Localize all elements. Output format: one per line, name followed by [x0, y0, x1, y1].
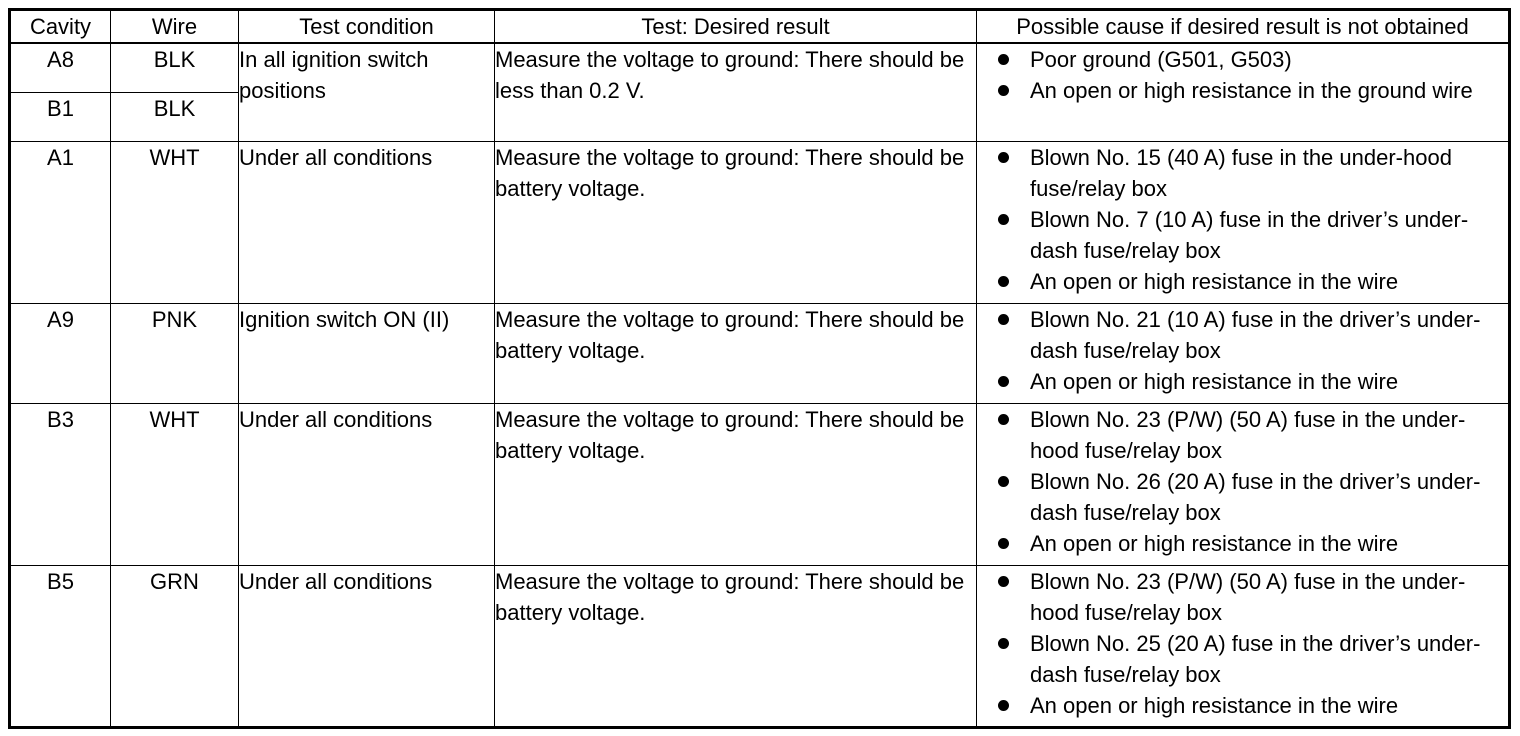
header-possible-cause: Possible cause if desired result is not obtained: [977, 10, 1510, 44]
header-test-condition: Test condition: [239, 10, 495, 44]
cause-item: An open or high resistance in the wire: [977, 366, 1508, 397]
possible-cause-cell: [977, 565, 1510, 727]
wire-cell: BLK: [111, 43, 239, 92]
test-condition-cell: Under all conditions: [239, 141, 495, 303]
desired-result-cell: Measure the voltage to ground: There should be battery voltage.: [495, 303, 977, 403]
desired-result-cell: Measure the voltage to ground: There should be less than 0.2 V.: [495, 43, 977, 141]
cause-item: Blown No. 26 (20 A) fuse in the driver’s under-dash fuse/relay box: [977, 466, 1508, 528]
cause-item: An open or high resistance in the wire: [977, 528, 1508, 559]
cavity-cell: A1: [10, 141, 111, 303]
cause-item: Blown No. 7 (10 A) fuse in the driver’s under-dash fuse/relay box: [977, 204, 1508, 266]
test-condition-cell: Ignition switch ON (II): [239, 303, 495, 403]
cause-list: [977, 404, 1508, 559]
cause-item: Poor ground (G501, G503): [977, 44, 1508, 75]
desired-result-cell: Measure the voltage to ground: There should be battery voltage.: [495, 141, 977, 303]
header-desired-result: Test: Desired result: [495, 10, 977, 44]
wire-cell: GRN: [111, 565, 239, 727]
cause-item: Blown No. 23 (P/W) (50 A) fuse in the under-hood fuse/relay box: [977, 404, 1508, 466]
wire-cell: BLK: [111, 92, 239, 141]
test-condition-cell: In all ignition switch positions: [239, 43, 495, 141]
table-row: [10, 43, 1510, 92]
desired-result-cell: Measure the voltage to ground: There should be battery voltage.: [495, 403, 977, 565]
table-row: [10, 565, 1510, 727]
possible-cause-cell: [977, 141, 1510, 303]
desired-result-cell: Measure the voltage to ground: There should be battery voltage.: [495, 565, 977, 727]
cause-item: Blown No. 15 (40 A) fuse in the under-hood fuse/relay box: [977, 142, 1508, 204]
cavity-cell: B3: [10, 403, 111, 565]
cause-item: Blown No. 25 (20 A) fuse in the driver’s under-dash fuse/relay box: [977, 628, 1508, 690]
test-condition-cell: Under all conditions: [239, 565, 495, 727]
table-row: [10, 303, 1510, 403]
table-row: [10, 403, 1510, 565]
header-wire: Wire: [111, 10, 239, 44]
connector-test-table: [8, 8, 1511, 729]
possible-cause-cell: [977, 43, 1510, 141]
cavity-cell: A9: [10, 303, 111, 403]
wire-cell: WHT: [111, 403, 239, 565]
cause-item: An open or high resistance in the wire: [977, 690, 1508, 721]
cavity-cell: A8: [10, 43, 111, 92]
wire-cell: WHT: [111, 141, 239, 303]
possible-cause-cell: [977, 303, 1510, 403]
possible-cause-cell: [977, 403, 1510, 565]
cause-list: [977, 566, 1508, 721]
cause-list: [977, 304, 1508, 397]
cause-list: [977, 44, 1508, 106]
cause-item: Blown No. 21 (10 A) fuse in the driver’s under-dash fuse/relay box: [977, 304, 1508, 366]
header-cavity: Cavity: [10, 10, 111, 44]
test-condition-cell: Under all conditions: [239, 403, 495, 565]
header-row: [10, 10, 1510, 44]
cause-item: An open or high resistance in the ground wire: [977, 75, 1508, 106]
wire-cell: PNK: [111, 303, 239, 403]
cavity-cell: B5: [10, 565, 111, 727]
cause-item: An open or high resistance in the wire: [977, 266, 1508, 297]
cause-list: [977, 142, 1508, 297]
cause-item: Blown No. 23 (P/W) (50 A) fuse in the under-hood fuse/relay box: [977, 566, 1508, 628]
cavity-cell: B1: [10, 92, 111, 141]
table-row: [10, 141, 1510, 303]
